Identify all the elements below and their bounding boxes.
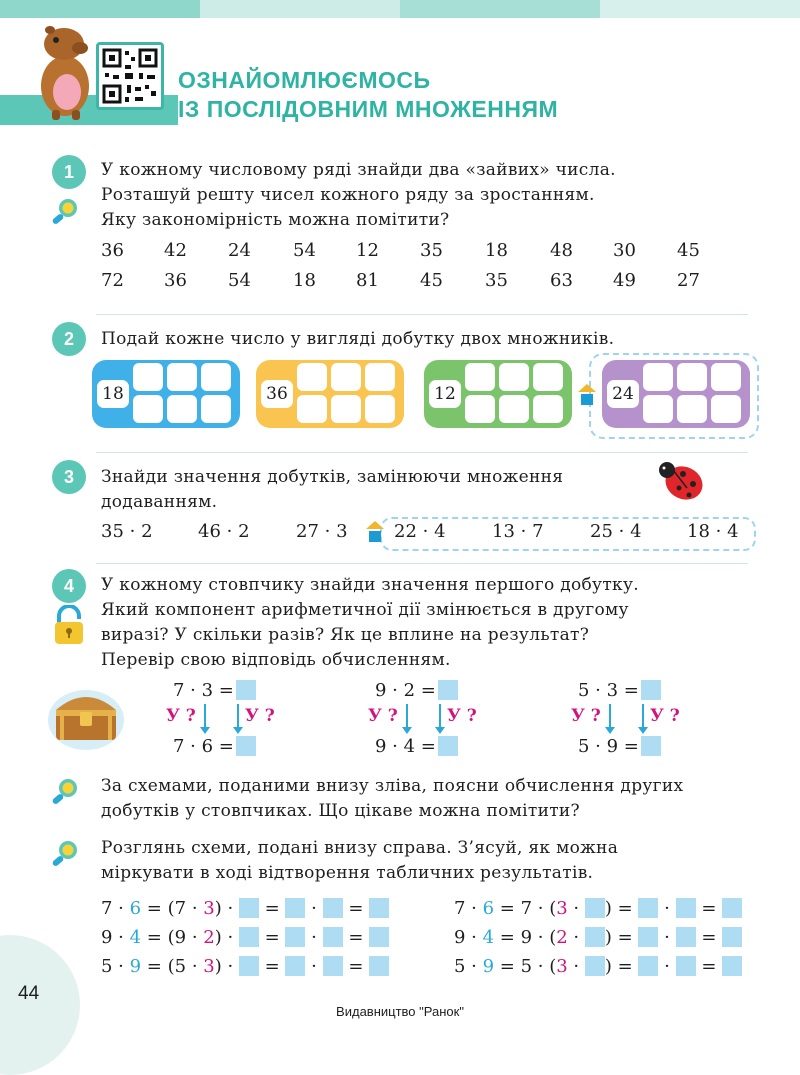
task-1-text bbox=[101, 158, 616, 233]
factor-cell[interactable] bbox=[201, 363, 231, 391]
answer-box[interactable] bbox=[722, 956, 742, 976]
padlock-icon bbox=[53, 605, 85, 645]
scheme-part: = ( bbox=[141, 898, 175, 919]
scheme-part: · bbox=[567, 956, 585, 977]
top-strip-4 bbox=[600, 0, 800, 18]
column-top-expression bbox=[173, 680, 256, 701]
scheme-part: 6 bbox=[482, 898, 495, 919]
scheme-part: 6 bbox=[129, 898, 142, 919]
advanced-frame bbox=[589, 353, 759, 439]
factor-cell[interactable] bbox=[297, 363, 327, 391]
product-expression: 35 · 2 bbox=[101, 521, 153, 542]
answer-box[interactable] bbox=[369, 927, 389, 947]
row-number: 18 bbox=[293, 270, 316, 291]
down-arrow bbox=[439, 704, 441, 728]
factor-cell[interactable] bbox=[465, 395, 495, 423]
row-number: 36 bbox=[164, 270, 187, 291]
answer-box[interactable] bbox=[638, 927, 658, 947]
scheme-part: 2 bbox=[556, 927, 568, 948]
scheme-part: 9 bbox=[101, 927, 113, 948]
task-1-badge: 1 bbox=[52, 155, 86, 189]
factor-cell[interactable] bbox=[533, 395, 563, 423]
expression-text: 7 · 3 = bbox=[173, 680, 234, 701]
scheme-part: 9 bbox=[520, 927, 533, 948]
scheme-part: · bbox=[658, 956, 676, 977]
expression-text: 9 · 4 = bbox=[375, 736, 436, 757]
row-number: 12 bbox=[356, 240, 379, 261]
down-arrow bbox=[609, 704, 611, 728]
row-number: 72 bbox=[101, 270, 124, 291]
factor-cell[interactable] bbox=[133, 363, 163, 391]
top-strip-2 bbox=[200, 0, 400, 18]
answer-box[interactable] bbox=[438, 736, 458, 756]
magnifier-icon bbox=[50, 838, 80, 868]
scheme-part: ) = bbox=[604, 956, 639, 977]
answer-box[interactable] bbox=[722, 898, 742, 918]
divider-2 bbox=[96, 452, 748, 453]
factor-card-number: 36 bbox=[261, 380, 293, 408]
scheme-part: 4 bbox=[482, 927, 495, 948]
scheme-part: = bbox=[258, 898, 286, 919]
scheme-part: = bbox=[342, 956, 370, 977]
down-arrow bbox=[204, 704, 206, 728]
scheme-part: ) = bbox=[604, 927, 639, 948]
task-4-text bbox=[101, 573, 639, 673]
scheme-part: = ( bbox=[141, 927, 175, 948]
scheme-part: 9 bbox=[454, 927, 466, 948]
task-4-line3: виразі? У скільки разів? Як це вплине на результат? bbox=[101, 625, 590, 645]
scheme-part: 4 bbox=[129, 927, 142, 948]
scheme-part: ) · bbox=[214, 956, 239, 977]
factor-cell[interactable] bbox=[331, 363, 361, 391]
page-title-line2: ІЗ ПОСЛІДОВНИМ МНОЖЕННЯМ bbox=[178, 96, 559, 122]
column-top-expression bbox=[578, 680, 661, 701]
task-1-line2: Розташуй решту чисел кожного ряду за зростанням. bbox=[101, 185, 595, 205]
hint-1-line2: добутків у стовпчиках. Що цікаве можна помітити? bbox=[101, 801, 580, 821]
top-strip-3 bbox=[400, 0, 600, 18]
scheme-part: = bbox=[342, 927, 370, 948]
factor-cell[interactable] bbox=[533, 363, 563, 391]
scheme-part: · ( bbox=[532, 898, 557, 919]
scheme-left-row bbox=[101, 927, 389, 948]
magnifier-icon bbox=[50, 776, 80, 806]
factor-card-number: 18 bbox=[97, 380, 129, 408]
row-number: 48 bbox=[550, 240, 573, 261]
scheme-part: · ( bbox=[532, 956, 557, 977]
answer-box[interactable] bbox=[236, 680, 256, 700]
hint-1-line1: За схемами, поданими внизу зліва, поясни обчислення других bbox=[101, 776, 684, 796]
scheme-right-row bbox=[454, 898, 742, 919]
house-level-icon bbox=[578, 384, 596, 406]
ladybug-icon bbox=[657, 458, 707, 504]
column-bottom-expression bbox=[578, 736, 661, 757]
row-number: 54 bbox=[228, 270, 251, 291]
scheme-part: · bbox=[465, 898, 483, 919]
scheme-part: ) · bbox=[214, 898, 239, 919]
scheme-part: = bbox=[494, 927, 521, 948]
factor-card bbox=[256, 360, 404, 428]
task-3-line2: додаванням. bbox=[101, 492, 218, 512]
task-2-badge: 2 bbox=[52, 322, 86, 356]
factor-cell[interactable] bbox=[167, 363, 197, 391]
question-label: У ? bbox=[166, 706, 196, 726]
expression-text: 9 · 2 = bbox=[375, 680, 436, 701]
divider-1 bbox=[96, 314, 748, 315]
question-label: У ? bbox=[245, 706, 275, 726]
magnifier-icon bbox=[50, 196, 80, 226]
publisher: Видавництво "Ранок" bbox=[336, 1004, 464, 1019]
product-expression: 22 · 4 bbox=[394, 521, 446, 542]
scheme-part: · bbox=[305, 898, 323, 919]
capybara-mascot bbox=[34, 24, 96, 122]
scheme-part: · bbox=[567, 898, 585, 919]
question-label: У ? bbox=[368, 706, 398, 726]
scheme-part: · bbox=[305, 927, 323, 948]
scheme-part: 9 bbox=[129, 956, 142, 977]
divider-3 bbox=[96, 563, 748, 564]
scheme-part: 7 bbox=[101, 898, 113, 919]
product-expression: 27 · 3 bbox=[296, 521, 348, 542]
column-bottom-expression bbox=[375, 736, 458, 757]
factor-cell[interactable] bbox=[365, 395, 395, 423]
scheme-part: = bbox=[695, 898, 723, 919]
answer-box[interactable] bbox=[369, 956, 389, 976]
hint-2-text bbox=[101, 836, 618, 886]
column-top-expression bbox=[375, 680, 458, 701]
expression-text: 5 · 9 = bbox=[578, 736, 639, 757]
answer-box[interactable] bbox=[323, 956, 343, 976]
scheme-part: · bbox=[186, 956, 204, 977]
answer-box[interactable] bbox=[285, 898, 305, 918]
scheme-part: = bbox=[494, 956, 521, 977]
question-label: У ? bbox=[571, 706, 601, 726]
factor-card-number: 24 bbox=[607, 380, 639, 408]
scheme-left-row bbox=[101, 956, 389, 977]
hint-1-text bbox=[101, 774, 683, 824]
answer-box[interactable] bbox=[638, 956, 658, 976]
product-expression: 18 · 4 bbox=[687, 521, 739, 542]
row-number: 30 bbox=[613, 240, 636, 261]
scheme-part: · bbox=[112, 927, 130, 948]
scheme-part: = bbox=[258, 956, 286, 977]
row-number: 18 bbox=[485, 240, 508, 261]
answer-box[interactable] bbox=[585, 956, 605, 976]
answer-box[interactable] bbox=[641, 680, 661, 700]
factor-cell[interactable] bbox=[167, 395, 197, 423]
scheme-part: · bbox=[112, 898, 130, 919]
answer-box[interactable] bbox=[239, 898, 259, 918]
factor-card bbox=[92, 360, 240, 428]
scheme-part: = ( bbox=[141, 956, 175, 977]
task-3-line1: Знайди значення добутків, замінюючи множення bbox=[101, 467, 564, 487]
task-3-badge: 3 bbox=[52, 460, 86, 494]
treasure-chest-icon bbox=[46, 680, 124, 750]
down-arrow bbox=[642, 704, 644, 728]
top-strip-1 bbox=[0, 0, 200, 18]
answer-box[interactable] bbox=[676, 956, 696, 976]
expression-text: 5 · 3 = bbox=[578, 680, 639, 701]
question-label: У ? bbox=[447, 706, 477, 726]
factor-cell[interactable] bbox=[499, 363, 529, 391]
row-number: 49 bbox=[613, 270, 636, 291]
answer-box[interactable] bbox=[239, 956, 259, 976]
scheme-part: ) · bbox=[214, 927, 239, 948]
scheme-part: 3 bbox=[556, 956, 568, 977]
task-4-line1: У кожному стовпчику знайди значення першого добутку. bbox=[101, 575, 639, 595]
page-title bbox=[178, 66, 598, 128]
scheme-part: 5 bbox=[454, 956, 466, 977]
row-number: 45 bbox=[677, 240, 700, 261]
answer-box[interactable] bbox=[638, 898, 658, 918]
scheme-part: ) = bbox=[604, 898, 639, 919]
answer-box[interactable] bbox=[676, 898, 696, 918]
scheme-part: 9 bbox=[174, 927, 187, 948]
scheme-part: = bbox=[342, 898, 370, 919]
scheme-part: 7 bbox=[454, 898, 466, 919]
row-number: 35 bbox=[485, 270, 508, 291]
scheme-part: 5 bbox=[101, 956, 113, 977]
factor-cell[interactable] bbox=[499, 395, 529, 423]
scheme-part: 5 bbox=[520, 956, 533, 977]
product-expression: 25 · 4 bbox=[590, 521, 642, 542]
row-number: 35 bbox=[420, 240, 443, 261]
expression-text: 7 · 6 = bbox=[173, 736, 234, 757]
task-3-text bbox=[101, 465, 563, 515]
row-number: 54 bbox=[293, 240, 316, 261]
scheme-part: = bbox=[258, 927, 286, 948]
row-number: 81 bbox=[356, 270, 379, 291]
scheme-part: 9 bbox=[482, 956, 495, 977]
scheme-part: 3 bbox=[203, 898, 215, 919]
answer-box[interactable] bbox=[438, 680, 458, 700]
answer-box[interactable] bbox=[236, 736, 256, 756]
scheme-part: = bbox=[494, 898, 521, 919]
scheme-part: 3 bbox=[556, 898, 568, 919]
product-expression: 46 · 2 bbox=[198, 521, 250, 542]
answer-box[interactable] bbox=[369, 898, 389, 918]
scheme-part: · bbox=[186, 898, 204, 919]
answer-box[interactable] bbox=[323, 898, 343, 918]
scheme-part: · ( bbox=[532, 927, 557, 948]
hint-2-line2: міркувати в ході відтворення табличних результатів. bbox=[101, 863, 594, 883]
row-number: 45 bbox=[420, 270, 443, 291]
task-1-line3: Яку закономірність можна помітити? bbox=[101, 210, 450, 230]
factor-cell[interactable] bbox=[201, 395, 231, 423]
scheme-part: · bbox=[658, 898, 676, 919]
answer-box[interactable] bbox=[285, 956, 305, 976]
answer-box[interactable] bbox=[323, 927, 343, 947]
down-arrow bbox=[237, 704, 239, 728]
scheme-part: 5 bbox=[174, 956, 187, 977]
scheme-part: = bbox=[695, 927, 723, 948]
factor-cell[interactable] bbox=[331, 395, 361, 423]
product-expression: 13 · 7 bbox=[492, 521, 544, 542]
scheme-part: · bbox=[112, 956, 130, 977]
scheme-part: = bbox=[695, 956, 723, 977]
row-number: 42 bbox=[164, 240, 187, 261]
scheme-right-row bbox=[454, 956, 742, 977]
task-4-line2: Який компонент арифметичної дії змінюється в другому bbox=[101, 600, 629, 620]
answer-box[interactable] bbox=[239, 927, 259, 947]
scheme-part: · bbox=[567, 927, 585, 948]
scheme-part: 2 bbox=[203, 927, 215, 948]
row-number: 36 bbox=[101, 240, 124, 261]
row-number: 27 bbox=[677, 270, 700, 291]
question-label: У ? bbox=[650, 706, 680, 726]
qr-code[interactable] bbox=[96, 42, 164, 110]
answer-box[interactable] bbox=[585, 898, 605, 918]
task-4-line4: Перевір свою відповідь обчисленням. bbox=[101, 650, 451, 670]
page-number: 44 bbox=[18, 983, 40, 1004]
scheme-left-row bbox=[101, 898, 389, 919]
answer-box[interactable] bbox=[285, 927, 305, 947]
scheme-part: 7 bbox=[520, 898, 533, 919]
row-number: 63 bbox=[550, 270, 573, 291]
scheme-part: · bbox=[658, 927, 676, 948]
factor-card-number: 12 bbox=[429, 380, 461, 408]
factor-cell[interactable] bbox=[465, 363, 495, 391]
task-1-line1: У кожному числовому ряді знайди два «зайвих» числа. bbox=[101, 160, 616, 180]
scheme-part: 3 bbox=[203, 956, 215, 977]
scheme-part: · bbox=[465, 956, 483, 977]
scheme-part: · bbox=[465, 927, 483, 948]
scheme-part: · bbox=[305, 956, 323, 977]
answer-box[interactable] bbox=[722, 927, 742, 947]
factor-card bbox=[424, 360, 572, 428]
factor-cell[interactable] bbox=[365, 363, 395, 391]
answer-box[interactable] bbox=[676, 927, 696, 947]
task-4-badge: 4 bbox=[52, 569, 86, 603]
scheme-part: · bbox=[186, 927, 204, 948]
house-level-icon bbox=[366, 521, 384, 543]
answer-box[interactable] bbox=[641, 736, 661, 756]
scheme-part: 7 bbox=[174, 898, 187, 919]
page-title-line1: ОЗНАЙОМЛЮЄМОСЬ bbox=[178, 67, 431, 93]
task-2-text: Подай кожне число у вигляді добутку двох множників. bbox=[101, 329, 615, 349]
factor-cell[interactable] bbox=[297, 395, 327, 423]
column-bottom-expression bbox=[173, 736, 256, 757]
answer-box[interactable] bbox=[585, 927, 605, 947]
row-number: 24 bbox=[228, 240, 251, 261]
down-arrow bbox=[406, 704, 408, 728]
scheme-right-row bbox=[454, 927, 742, 948]
factor-cell[interactable] bbox=[133, 395, 163, 423]
hint-2-line1: Розглянь схеми, подані внизу справа. З’ясуй, як можна bbox=[101, 838, 619, 858]
